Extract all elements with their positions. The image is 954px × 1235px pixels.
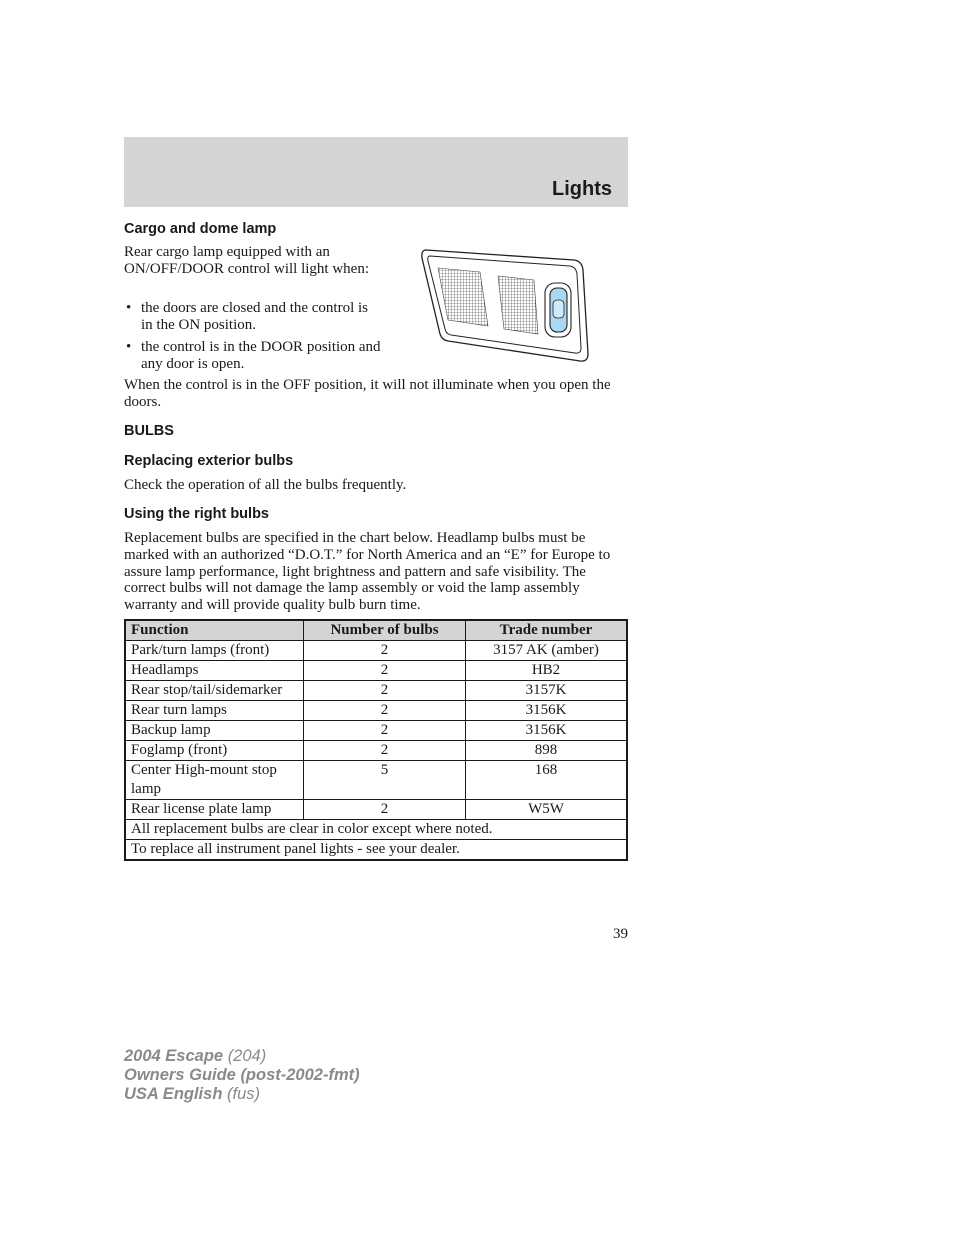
cell-trade: 898	[466, 741, 628, 761]
cell-note: All replacement bulbs are clear in color except where noted.	[125, 820, 627, 840]
cell-function: Rear license plate lamp	[125, 800, 304, 820]
cell-count: 2	[304, 641, 466, 661]
bullet-icon: •	[126, 300, 132, 316]
cell-trade: 3156K	[466, 701, 628, 721]
table-note-row	[125, 840, 627, 861]
cell-function: Center High-mount stop lamp	[125, 761, 304, 800]
cell-count: 2	[304, 701, 466, 721]
cell-trade: 168	[466, 761, 628, 800]
cell-function: Park/turn lamps (front)	[125, 641, 304, 661]
footer-language: USA English	[124, 1085, 223, 1103]
section-title: Lights	[552, 178, 612, 200]
table-row	[125, 761, 627, 800]
footer-line-1	[124, 1047, 360, 1066]
footer-language-code: (fus)	[227, 1085, 260, 1103]
cell-count: 5	[304, 761, 466, 800]
replacing-heading: Replacing exterior bulbs	[124, 453, 294, 469]
cargo-intro: Rear cargo lamp equipped with an ON/OFF/DOOR control will light when:	[124, 244, 370, 277]
bullet-icon: •	[126, 339, 132, 355]
footer-line-2	[124, 1066, 360, 1085]
cell-trade: HB2	[466, 661, 628, 681]
cell-trade: W5W	[466, 800, 628, 820]
cargo-lamp-illustration-icon	[418, 246, 594, 366]
bulb-table	[124, 619, 628, 861]
bullet-text: the doors are closed and the control is in the ON position.	[141, 300, 369, 333]
table-row	[125, 661, 627, 681]
column-header-count: Number of bulbs	[304, 620, 466, 641]
table-row	[125, 741, 627, 761]
cell-function: Foglamp (front)	[125, 741, 304, 761]
table-row	[125, 800, 627, 820]
table-row	[125, 681, 627, 701]
cargo-heading: Cargo and dome lamp	[124, 221, 277, 237]
footer-model: 2004 Escape	[124, 1047, 224, 1065]
footer-line-3	[124, 1085, 360, 1104]
section-header-band	[124, 137, 628, 207]
footer-model-code: (204)	[227, 1047, 267, 1065]
cell-trade: 3156K	[466, 721, 628, 741]
table-row	[125, 721, 627, 741]
cell-count: 2	[304, 681, 466, 701]
cell-trade: 3157K	[466, 681, 628, 701]
cell-trade: 3157 AK (amber)	[466, 641, 628, 661]
table-row	[125, 701, 627, 721]
right-bulbs-text: Replacement bulbs are specified in the chart below. Headlamp bulbs must be marked with an authorized “D.O.T.” for North America and an “E” for Europe to assure lamp performance, light brightness and pattern and safe visibility. The correct bulbs will not damage the lamp assembly or void the lamp assembly warranty and will provide quality bulb burn time.	[124, 530, 611, 614]
cell-note: To replace all instrument panel lights - see your dealer.	[125, 840, 627, 861]
replacing-text: Check the operation of all the bulbs frequently.	[124, 477, 407, 493]
document-footer	[124, 1047, 360, 1104]
bulbs-heading: BULBS	[124, 423, 174, 439]
cell-count: 2	[304, 800, 466, 820]
page-number: 39	[613, 926, 628, 942]
cell-function: Rear stop/tail/sidemarker	[125, 681, 304, 701]
cell-count: 2	[304, 741, 466, 761]
cell-count: 2	[304, 661, 466, 681]
cell-function: Rear turn lamps	[125, 701, 304, 721]
right-bulbs-heading: Using the right bulbs	[124, 506, 269, 522]
cell-function: Backup lamp	[125, 721, 304, 741]
footer-guide: Owners Guide (post-2002-fmt)	[124, 1066, 360, 1084]
bullet-text: the control is in the DOOR position and any door is open.	[141, 339, 381, 372]
table-note-row	[125, 820, 627, 840]
column-header-function: Function	[125, 620, 304, 641]
column-header-trade: Trade number	[466, 620, 628, 641]
cargo-off-note: When the control is in the OFF position, it will not illuminate when you open the doors.	[124, 377, 611, 410]
table-header-row	[125, 620, 627, 641]
cell-function: Headlamps	[125, 661, 304, 681]
table-row	[125, 641, 627, 661]
cell-count: 2	[304, 721, 466, 741]
